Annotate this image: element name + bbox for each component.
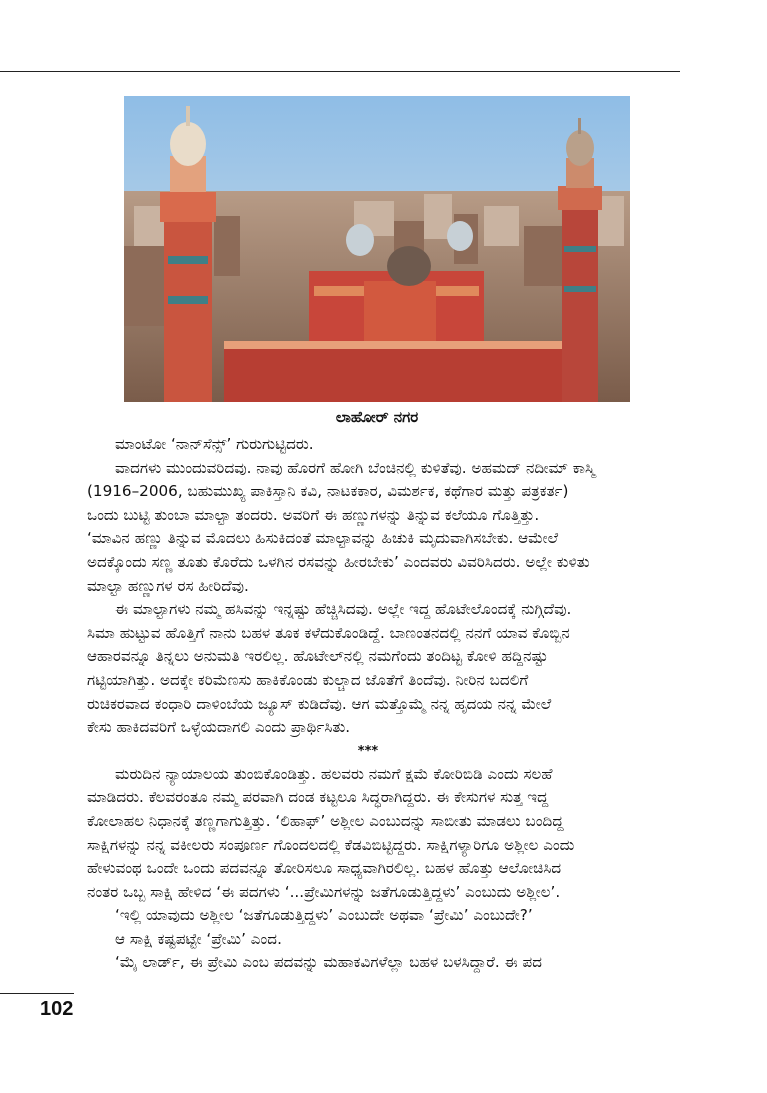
section-separator: ***: [357, 743, 379, 759]
paragraph-line: ವಾದಗಳು ಮುಂದುವರಿದವು. ನಾವು ಹೊರಗೆ ಹೋಗಿ ಬೆಂಚಿನಲ್ಲಿ ಕುಳಿತೆವು. ಅಹಮದ್ ನದೀಮ್ ಕಾಸ್ಮಿ: [115, 458, 596, 477]
paragraph-line: (1916–2006, ಬಹುಮುಖ್ಯ ಪಾಕಿಸ್ತಾನಿ ಕವಿ, ನಾಟಕಕಾರ, ವಿಮರ್ಶಕ, ಕಥೆಗಾರ ಮತ್ತು ಪತ್ರಕರ್ತ): [87, 482, 569, 501]
paragraph-line: ಹೇಳುವಂಥ ಒಂದೇ ಒಂದು ಪದವನ್ನೂ ತೋರಿಸಲೂ ಸಾಧ್ಯವಾಗಿರಲಿಲ್ಲ. ಬಹಳ ಹೊತ್ತು ಆಲೋಚಿಸಿದ: [87, 859, 562, 878]
article-body: [87, 433, 649, 975]
paragraph-line: ಮಾಡಿದರು. ಕೆಲವರಂತೂ ನಮ್ಮ ಪರವಾಗಿ ದಂಡ ಕಟ್ಟಲೂ ಸಿದ್ಧರಾಗಿದ್ದರು. ಈ ಕೇಸುಗಳ ಸುತ್ತ ಇದ್ದ: [87, 788, 549, 807]
paragraph-line: ಮಾಂಟೋ ‘ನಾನ್‌ಸೆನ್ಸ್’ ಗುರುಗುಟ್ಟಿದರು.: [115, 435, 314, 453]
lahore-city-photo: [124, 96, 630, 402]
paragraph-line: ‘ಮೈ ಲಾರ್ಡ್, ಈ ಪ್ರೇಮಿ ಎಂಬ ಪದವನ್ನು ಮಹಾಕವಿಗಳೆಲ್ಲಾ ಬಹಳ ಬಳಸಿದ್ದಾರೆ. ಈ ಪದ: [115, 953, 543, 972]
mosque-minarets-illustration: [124, 96, 630, 402]
page-number: 102: [40, 998, 74, 1020]
paragraph-line: ಕೇಸು ಹಾಕಿದವರಿಗೆ ಒಳ್ಳೆಯದಾಗಲಿ ಎಂದು ಪ್ರಾರ್ಥಿಸಿತು.: [87, 718, 351, 737]
paragraph-line: ‘ಮಾವಿನ ಹಣ್ಣು ತಿನ್ನುವ ಮೊದಲು ಹಿಸುಕಿದಂತೆ ಮಾಲ್ಟಾವನ್ನು ಹಿಚುಕಿ ಮೃದುವಾಗಿಸಬೇಕು. ಆಮೇಲೆ: [87, 529, 559, 548]
paragraph-line: ‘ಇಲ್ಲಿ ಯಾವುದು ಅಶ್ಲೀಲ ‘ಜತೆಗೂಡುತ್ತಿದ್ದಳು’ ಎಂಬುದೇ ಅಥವಾ ‘ಪ್ರೇಮಿ’ ಎಂಬುದೇ?’: [115, 906, 533, 925]
paragraph-line: ಮಾಲ್ಟಾ ಹಣ್ಣುಗಳ ರಸ ಹೀರಿದೆವು.: [87, 576, 249, 595]
paragraph-line: ಆ ಸಾಕ್ಷಿ ಕಷ್ಟಪಟ್ಟೇ ‘ಪ್ರೇಮಿ’ ಎಂದ.: [115, 929, 282, 948]
paragraph-line: ಕೋಲಾಹಲ ನಿಧಾನಕ್ಕೆ ತಣ್ಣಗಾಗುತ್ತಿತ್ತು. ‘ಲಿಹಾಫ್’ ಅಶ್ಲೀಲ ಎಂಬುದನ್ನು ಸಾಬೀತು ಮಾಡಲು ಬಂದಿದ್ದ: [87, 811, 564, 830]
paragraph-line: ರುಚಿಕರವಾದ ಕಂಧಾರಿ ದಾಳಿಂಬೆಯ ಜ್ಯೂಸ್ ಕುಡಿದೆವು. ಆಗ ಮತ್ತೊಮ್ಮೆ ನನ್ನ ಹೃದಯ ನನ್ನ ಮೇಲೆ: [87, 694, 552, 713]
paragraph-line: ಸಿಮಾ ಹುಟ್ಟುವ ಹೊತ್ತಿಗೆ ನಾನು ಬಹಳ ತೂಕ ಕಳೆದುಕೊಂಡಿದ್ದೆ. ಬಾಣಂತನದಲ್ಲಿ ನನಗೆ ಯಾವ ಕೊಬ್ಬಿನ: [87, 623, 570, 642]
paragraph-line: ಈ ಮಾಲ್ಟಾಗಳು ನಮ್ಮ ಹಸಿವನ್ನು ಇನ್ನಷ್ಟು ಹೆಚ್ಚಿಸಿದವು. ಅಲ್ಲೇ ಇದ್ದ ಹೊಟೇಲೊಂದಕ್ಕೆ ನುಗ್ಗಿದೆವು.: [115, 600, 572, 619]
paragraph-line: ಮರುದಿನ ನ್ಯಾಯಾಲಯ ತುಂಬಿಕೊಂಡಿತ್ತು. ಹಲವರು ನಮಗೆ ಕ್ಷಮೆ ಕೋರಿಬಿಡಿ ಎಂದು ಸಲಹೆ: [115, 764, 553, 783]
paragraph-line: ನಂತರ ಒಬ್ಬ ಸಾಕ್ಷಿ ಹೇಳಿದ ‘ಈ ಪದಗಳು ‘...ಪ್ರೇಮಿಗಳನ್ನು ಜತೆಗೂಡುತ್ತಿದ್ದಳು’ ಎಂಬುದು ಅಶ್ಲೀಲ’.: [87, 882, 561, 901]
paragraph-line: ಆಹಾರವನ್ನೂ ತಿನ್ನಲು ಅನುಮತಿ ಇರಲಿಲ್ಲ. ಹೊಟೇಲ್‌ನಲ್ಲಿ ನಮಗೆಂದು ತಂದಿಟ್ಟ ಕೋಳಿ ಹದ್ದಿನಷ್ಟು: [87, 647, 548, 666]
paragraph-line: ಒಂದು ಬುಟ್ಟಿ ತುಂಬಾ ಮಾಲ್ಟಾ ತಂದರು. ಅವರಿಗೆ ಈ ಹಣ್ಣುಗಳನ್ನು ತಿನ್ನುವ ಕಲೆಯೂ ಗೊತ್ತಿತ್ತು.: [87, 505, 540, 524]
header-rule: [0, 71, 680, 72]
paragraph-line: ಗಟ್ಟಿಯಾಗಿತ್ತು. ಅದಕ್ಕೇ ಕರಿಮೆಣಸು ಹಾಕಿಕೊಂಡು ಕುಲ್ಚಾದ ಜೊತೆಗೆ ತಿಂದೆವು. ನೀರಿನ ಬದಲಿಗೆ: [87, 670, 529, 689]
paragraph-line: ಸಾಕ್ಷಿಗಳನ್ನು ನನ್ನ ವಕೀಲರು ಸಂಪೂರ್ಣ ಗೊಂದಲದಲ್ಲಿ ಕೆಡವಿಬಿಟ್ಟಿದ್ದರು. ಸಾಕ್ಷಿಗಳ್ಯಾರಿಗೂ ಅಶ್ಲೀಲ ಎಂದು: [87, 835, 575, 854]
figure-caption: ಲಾಹೋರ್ ನಗರ: [335, 408, 419, 426]
footer-rule: [0, 993, 74, 994]
paragraph-line: ಅದಕ್ಕೊಂದು ಸಣ್ಣ ತೂತು ಕೊರೆದು ಒಳಗಿನ ರಸವನ್ನು ಹೀರಬೇಕು’ ಎಂದವರು ವಿವರಿಸಿದರು. ಅಲ್ಲೇ ಕುಳಿತು: [87, 552, 590, 571]
